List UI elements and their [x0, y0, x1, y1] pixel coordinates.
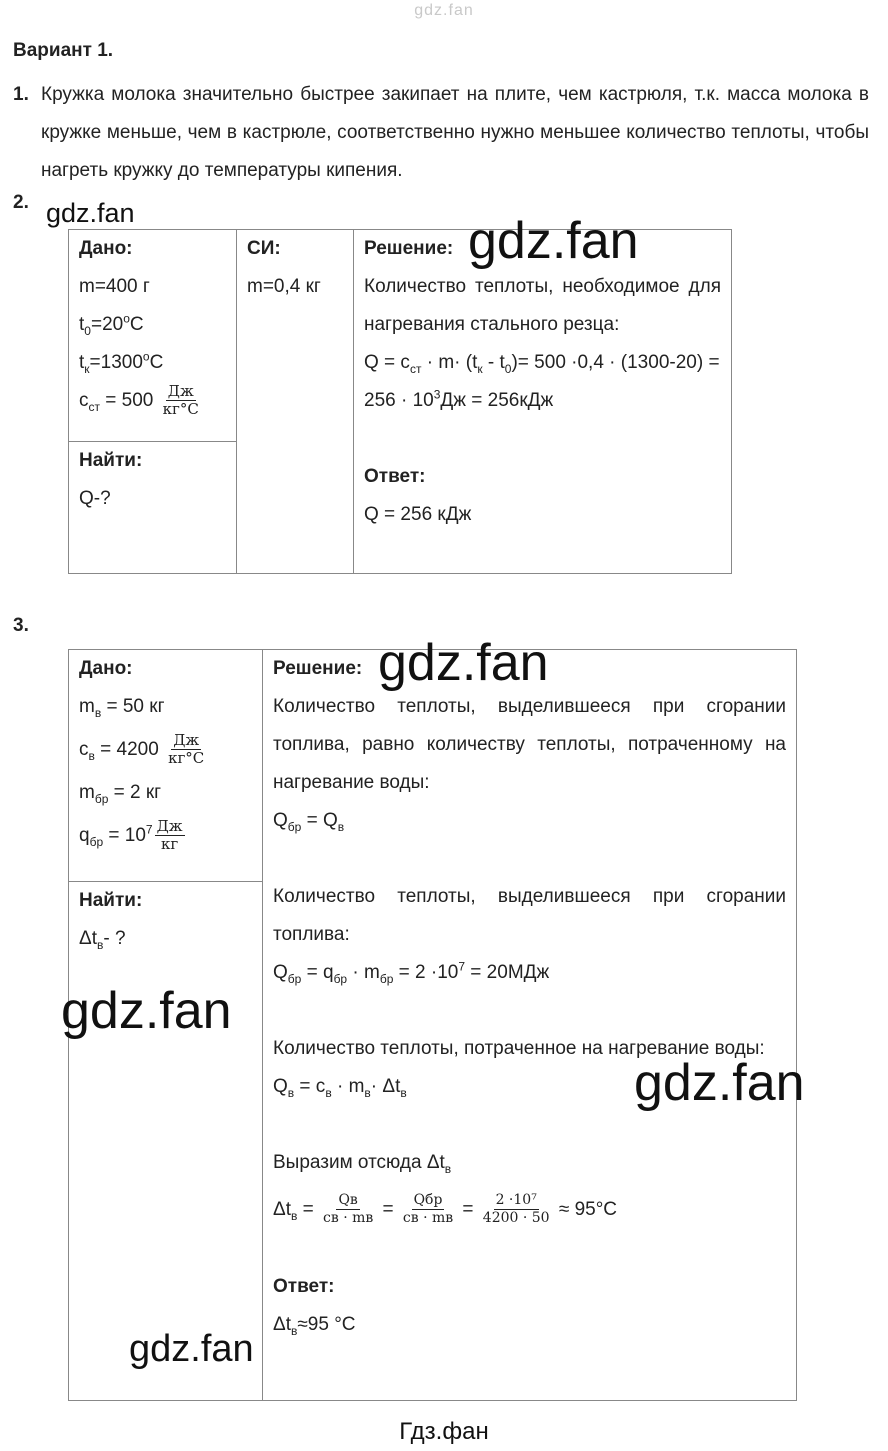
- task3-fraction-1: $\frac{Qв}{cв \cdot mв}$: [323, 1192, 374, 1227]
- task2-find-label: Найти:: [79, 450, 143, 471]
- task3-water-heat: $c_в = 4200$ $\frac{Дж}{кг^\circ С}$: [79, 731, 205, 768]
- task3-eq2: $Q_{бр} = q_{бр} \cdot m_{бр} = 2 \cdot 10^7 = 20МДж$: [273, 959, 550, 986]
- task2-specific-heat: $c_{ст} = 500$ $\frac{Дж}{кг^\circ С}$: [79, 382, 199, 419]
- task2-number: 2.: [13, 192, 29, 213]
- watermark-large-2: gdz.fan: [378, 634, 549, 692]
- task2-find: Q-?: [79, 488, 111, 509]
- variant-title: Вариант 1.: [13, 40, 114, 61]
- watermark-large-1: gdz.fan: [468, 212, 639, 270]
- task3-step4-text: Выразим отсюда $\Delta t_в$: [273, 1152, 452, 1176]
- task2-unit-fraction: $\frac{Дж}{кг^\circ С}$: [162, 382, 199, 419]
- task1-number: 1.: [13, 84, 29, 105]
- task3-answer: $\Delta t_в\approx 95$ °C: [273, 1314, 356, 1338]
- task2-given-cell: [69, 230, 237, 442]
- task3-cv-unit-fraction: $\frac{Дж}{кг^\circ С}$: [168, 731, 205, 768]
- task2-solution-cell: [354, 230, 732, 574]
- task3-eq3: $Q_в = c_в \cdot m_в\cdot \Delta t_в$: [273, 1076, 407, 1100]
- task2-answer-label: Ответ:: [364, 466, 426, 487]
- task3-find: $\Delta t_в-$ ?: [79, 928, 126, 952]
- task2-solution-label: Решение:: [364, 238, 454, 259]
- watermark-small: gdz.fan: [46, 198, 135, 228]
- task1-text: Кружка молока значительно быстрее закипает на плите, чем кастрюля, т.к. масса молока в кружке меньше, чем в кастрюле, соответственно нужно меньшее количество теплоты, чтобы нагреть кружку до температуры кипения.: [41, 84, 869, 181]
- task3-fraction-2: $\frac{\text{Qбр}}{cв \cdot mв}$: [402, 1192, 454, 1227]
- watermark-medium: gdz.fan: [129, 1328, 254, 1370]
- task3-find-label: Найти:: [79, 890, 143, 911]
- task3-eq1: $Q_{бр} = Q_в$: [273, 810, 345, 834]
- watermark-top: gdz.fan: [414, 2, 474, 19]
- task2-si-cell: [237, 230, 354, 574]
- task2-formula: $Q = c_{ст} \cdot m\cdot (t_к - t_0)= 500 \cdot 0,4 \cdot (1300-20) = 256 \cdot 10^3Дж = 256кДж$: [364, 352, 720, 411]
- task3-water-mass: $m_в = 50$ кг: [79, 696, 165, 720]
- task3-final-formula: $\Delta t_в$ = $\frac{Qв}{cв \cdot mв}$ = $\frac{\text{Qбр}}{cв \cdot mв}$ = $\frac{\text{2 ·10⁷}}{4200 \cdot 50}$ ≈ 95°C: [273, 1192, 618, 1227]
- task2-find-cell: [69, 442, 237, 574]
- task3-find-cell: [69, 882, 263, 1401]
- task2-tk: $t_к=1300^oC$: [79, 349, 164, 376]
- task3-step2-text: Количество теплоты, выделившееся при сгорании топлива:: [273, 886, 786, 945]
- task3-step1-text: Количество теплоты, выделившееся при сгорании топлива, равно количеству теплоты, потраченному на нагревание воды:: [273, 696, 786, 793]
- task3-qbr-unit-fraction: $\frac{Дж}{кг}$: [156, 817, 183, 854]
- task3-solution-cell: [263, 650, 797, 1401]
- task3-answer-label: Ответ:: [273, 1276, 335, 1297]
- task2-mass: m=400 г: [79, 276, 150, 297]
- task3-fuel-heat: $q_{бр} = 10^7$ $\frac{Дж}{кг}$: [79, 817, 183, 854]
- task2-si-label: СИ:: [247, 238, 281, 259]
- task3-given-cell: [69, 650, 263, 882]
- task2-given-label: Дано:: [79, 238, 133, 259]
- task2-table: [68, 229, 732, 574]
- task3-given-label: Дано:: [79, 658, 133, 679]
- task2-t0: $t_0=20^oC$: [79, 311, 144, 338]
- task3-solution-label: Решение:: [273, 658, 363, 679]
- watermark-large-4: gdz.fan: [634, 1054, 805, 1112]
- task2-answer: Q = 256 кДж: [364, 504, 472, 525]
- task3-step3-text: Количество теплоты, потраченное на нагревание воды:: [273, 1038, 765, 1059]
- task3-fraction-3: $\frac{\text{2 ·10⁷}}{4200 \cdot 50}$: [482, 1192, 550, 1227]
- watermark-large-3: gdz.fan: [61, 982, 232, 1040]
- task2-si-mass: m=0,4 кг: [247, 276, 321, 297]
- task3-number: 3.: [13, 615, 29, 636]
- task3-fuel-mass: $m_{бр} = 2$ кг: [79, 782, 162, 806]
- watermark-bottom: Гдз.фан: [399, 1418, 489, 1445]
- task2-solution-text: Количество теплоты, необходимое для нагревания стального резца:: [364, 276, 721, 335]
